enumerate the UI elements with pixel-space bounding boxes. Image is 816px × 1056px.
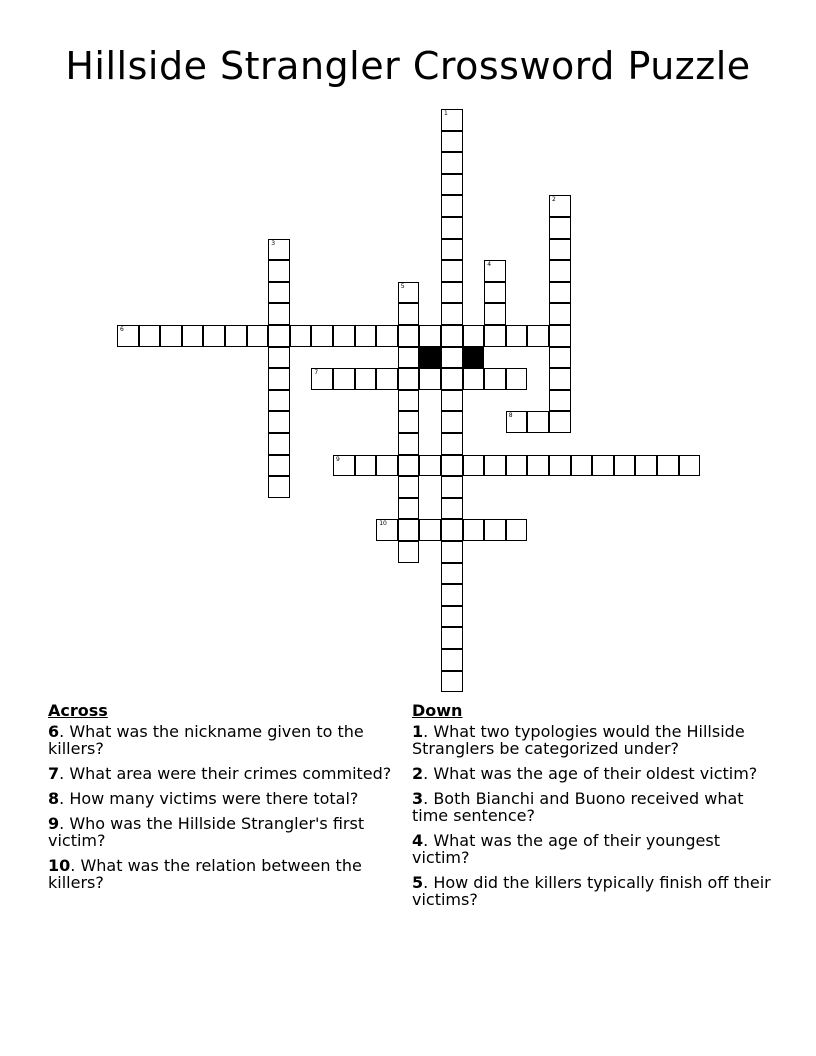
cell-number: 5 [400,282,405,290]
grid-cell[interactable] [441,433,463,455]
across-clues [48,702,393,899]
grid-cell[interactable] [398,498,420,520]
cell-number: 6 [120,326,124,333]
grid-cell[interactable] [355,455,377,477]
grid-cell[interactable] [549,282,571,304]
grid-cell[interactable] [463,519,485,541]
grid-cell[interactable] [441,455,463,477]
grid-cell[interactable] [398,433,420,455]
grid-cell[interactable] [441,152,463,174]
clue-number: 6 [48,722,60,741]
grid-cell[interactable] [506,368,528,390]
grid-cell[interactable] [268,347,290,369]
clue-text: How did the killers typically finish off their victims? [412,873,771,909]
grid-cell[interactable] [484,455,506,477]
grid-cell[interactable] [441,217,463,239]
grid-cell[interactable] [657,455,679,477]
grid-cell[interactable] [635,455,657,477]
across-clue-8: 8. How many victims were there total? [48,789,359,808]
grid-cell[interactable] [441,584,463,606]
grid-cell[interactable] [203,325,225,347]
grid-cell[interactable] [463,325,485,347]
down-clue-1: 1. What two typologies would the Hillside Stranglers be categorized under? [412,722,745,758]
grid-cell[interactable] [225,325,247,347]
grid-cell[interactable] [441,282,463,304]
clue-text: What was the relation between the killers? [48,856,362,892]
down-clues [412,702,782,916]
grid-cell[interactable] [506,411,528,433]
clue-number: 10 [48,856,71,875]
grid-cell[interactable] [506,325,528,347]
grid-cell[interactable] [441,627,463,649]
grid-cell[interactable] [268,368,290,390]
grid-cell[interactable] [463,455,485,477]
grid-cell[interactable] [441,411,463,433]
grid-cell[interactable] [419,519,441,541]
grid-cell[interactable] [268,239,290,261]
grid-cell[interactable] [398,455,420,477]
clue-number: 3 [412,789,424,808]
clue-number: 9 [48,814,60,833]
grid-cell[interactable] [117,325,139,347]
grid-cell[interactable] [549,325,571,347]
grid-cell[interactable] [419,368,441,390]
grid-cell[interactable] [441,347,463,369]
cell-number: 1 [444,110,448,117]
cell-number: 10 [379,520,387,528]
cell-number: 9 [336,455,340,463]
grid-cell[interactable] [247,325,269,347]
clue-text: What was the nickname given to the killers? [48,722,364,758]
grid-cell[interactable] [441,390,463,412]
grid-cell[interactable] [549,217,571,239]
grid-cell[interactable] [441,195,463,217]
grid-cell[interactable] [139,325,161,347]
grid-cell[interactable] [268,476,290,498]
grid-cell[interactable] [398,347,420,369]
grid-cell[interactable] [441,131,463,153]
grid-cell[interactable] [527,455,549,477]
page-title: Hillside Strangler Crossword Puzzle [65,44,751,88]
grid-cell[interactable] [398,390,420,412]
grid-cell[interactable] [506,519,528,541]
grid-cell[interactable] [182,325,204,347]
clue-text: How many victims were there total? [69,789,359,808]
grid-cell[interactable] [441,606,463,628]
grid-cell[interactable] [268,282,290,304]
grid-cell[interactable] [441,368,463,390]
grid-cell[interactable] [311,368,333,390]
grid-cell[interactable] [268,390,290,412]
cell-number: 8 [508,412,513,420]
grid-cell[interactable] [527,325,549,347]
down-clue-2: 2. What was the age of their oldest victim? [412,764,758,783]
grid-cell[interactable] [376,455,398,477]
across-clue-6: 6. What was the nickname given to the killers? [48,722,364,758]
down-clue-5: 5. How did the killers typically finish off their victims? [412,873,771,909]
grid-cell[interactable] [398,303,420,325]
grid-cell[interactable] [441,260,463,282]
grid-cell[interactable] [268,455,290,477]
clue-text: What two typologies would the Hillside Stranglers be categorized under? [412,722,745,758]
grid-cell[interactable] [311,325,333,347]
grid-cell[interactable] [441,649,463,671]
across-heading: Across [48,701,108,720]
grid-cell[interactable] [419,325,441,347]
grid-cell[interactable] [484,325,506,347]
grid-cell[interactable] [333,368,355,390]
grid-cell[interactable] [441,563,463,585]
grid-cell[interactable] [441,303,463,325]
grid-cell[interactable] [398,476,420,498]
cell-number: 2 [552,196,556,204]
grid-cell[interactable] [549,239,571,261]
clue-text: What was the age of their youngest victim? [412,831,721,867]
across-clue-7: 7. What area were their crimes commited? [48,764,392,783]
grid-cell[interactable] [376,325,398,347]
grid-cell[interactable] [441,519,463,541]
grid-cell[interactable] [484,260,506,282]
grid-cell[interactable] [376,368,398,390]
down-heading: Down [412,701,463,720]
cell-number: 4 [487,261,492,269]
black-cell [463,347,485,369]
grid-cell[interactable] [592,455,614,477]
grid-cell[interactable] [419,455,441,477]
grid-cell[interactable] [549,303,571,325]
grid-cell[interactable] [549,260,571,282]
clue-text: Both Bianchi and Buono received what time sentence? [412,789,744,825]
grid-cell[interactable] [441,498,463,520]
cell-number: 7 [314,369,319,377]
grid-cell[interactable] [463,368,485,390]
grid-cell[interactable] [527,411,549,433]
grid-cell[interactable] [441,476,463,498]
clue-text: What area were their crimes commited? [69,764,392,783]
grid-cell[interactable] [355,368,377,390]
grid-cell[interactable] [441,109,463,131]
grid-cell[interactable] [441,541,463,563]
grid-cell[interactable] [484,303,506,325]
grid-cell[interactable] [441,325,463,347]
grid-cell[interactable] [268,303,290,325]
clue-number: 8 [48,789,60,808]
grid-cell[interactable] [333,455,355,477]
grid-cell[interactable] [268,411,290,433]
grid-cell[interactable] [441,174,463,196]
grid-cell[interactable] [484,282,506,304]
grid-cell[interactable] [549,195,571,217]
across-clue-10: 10. What was the relation between the killers? [48,856,362,892]
grid-cell[interactable] [571,455,593,477]
grid-cell[interactable] [398,411,420,433]
clue-number: 4 [412,831,424,850]
grid-cell[interactable] [549,390,571,412]
grid-cell[interactable] [398,325,420,347]
grid-cell[interactable] [484,519,506,541]
grid-cell[interactable] [679,455,701,477]
down-clue-3: 3. Both Bianchi and Buono received what time sentence? [412,789,744,825]
grid-cell[interactable] [268,260,290,282]
clue-number: 7 [48,764,60,783]
grid-cell[interactable] [549,347,571,369]
cell-number: 3 [271,239,276,247]
grid-cell[interactable] [290,325,312,347]
grid-cell[interactable] [333,325,355,347]
black-cell [419,347,441,369]
grid-cell[interactable] [398,282,420,304]
grid-cell[interactable] [355,325,377,347]
grid-cell[interactable] [614,455,636,477]
grid-cell[interactable] [549,368,571,390]
grid-cell[interactable] [549,455,571,477]
clue-text: Who was the Hillside Strangler's first victim? [48,814,365,850]
clue-text: What was the age of their oldest victim? [433,764,758,783]
grid-cell[interactable] [398,541,420,563]
grid-cell[interactable] [549,411,571,433]
grid-cell[interactable] [441,671,463,693]
clue-number: 5 [412,873,424,892]
grid-cell[interactable] [268,433,290,455]
grid-cell[interactable] [484,368,506,390]
grid-cell[interactable] [506,455,528,477]
clue-number: 1 [412,722,424,741]
grid-cell[interactable] [376,519,398,541]
grid-cell[interactable] [160,325,182,347]
clue-number: 2 [412,764,424,783]
grid-cell[interactable] [398,368,420,390]
down-clue-4: 4. What was the age of their youngest victim? [412,831,721,867]
grid-cell[interactable] [268,325,290,347]
grid-cell[interactable] [398,519,420,541]
across-clue-9: 9. Who was the Hillside Strangler's first victim? [48,814,365,850]
grid-cell[interactable] [441,239,463,261]
